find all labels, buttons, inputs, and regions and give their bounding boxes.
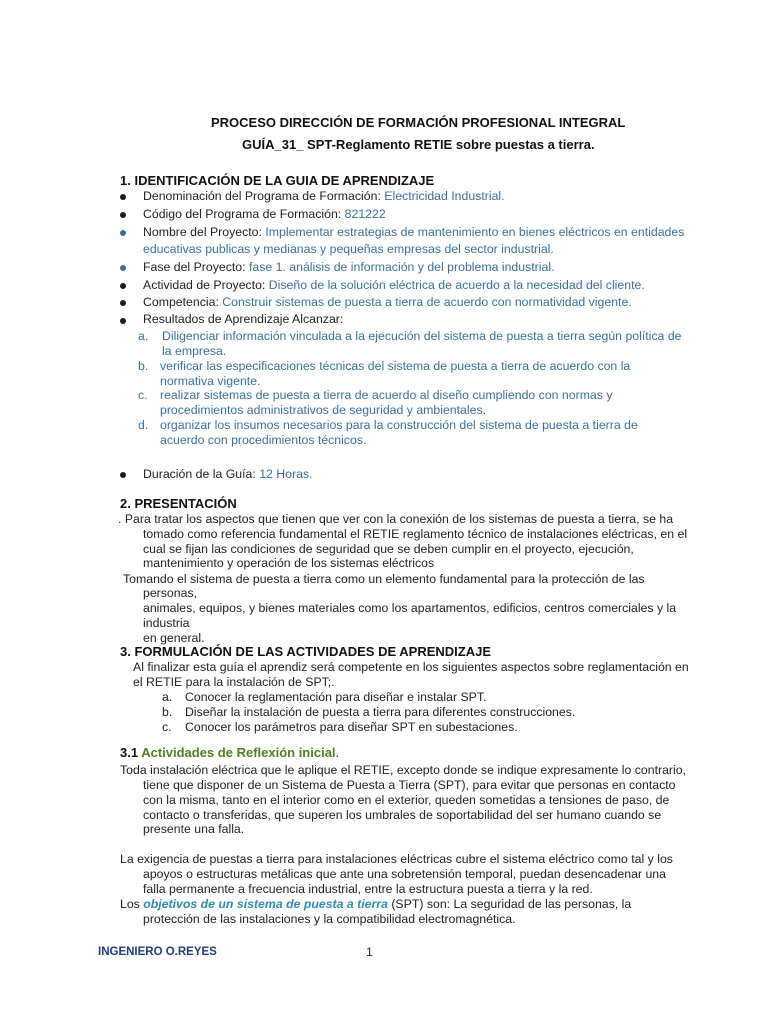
bullet: [120, 283, 126, 289]
item-label: Actividad de Proyecto:: [143, 278, 269, 292]
page-number: 1: [366, 945, 373, 959]
result-text-continued: procedimientos administrativos de seguridad y ambientales.: [160, 403, 487, 417]
subsection-dot: .: [335, 745, 340, 760]
result-text: verificar las especificaciones técnicas del sistema de puesta a tierra de acuerdo con la: [160, 359, 631, 373]
item-value: Electricidad Industrial.: [384, 189, 505, 203]
list-letter: a.: [162, 690, 173, 704]
result-letter: b.: [138, 359, 149, 373]
list-item: [143, 278, 645, 293]
paragraph-line: falla permanente a frecuencia industrial, entre la estructura puesta a tierra y la red.: [143, 882, 593, 896]
paragraph-line: [120, 897, 631, 912]
document-subtitle: GUÍA_31_ SPT-Reglamento RETIE sobre puestas a tierra.: [242, 137, 595, 152]
paragraph-line: Tomando el sistema de puesta a tierra como un elemento fundamental para la protección de las: [123, 572, 645, 586]
list-item: [143, 225, 684, 240]
bullet: [120, 230, 126, 236]
paragraph-line: presente una falla.: [143, 822, 245, 836]
result-letter: c.: [138, 388, 148, 402]
item-value: Diseño de la solución eléctrica de acuerdo a la necesidad del cliente.: [268, 278, 645, 292]
bullet: [120, 194, 126, 200]
list-letter: c.: [162, 720, 172, 734]
result-text: Diligenciar información vinculada a la ejecución del sistema de puesta a tierra según política de: [162, 329, 682, 343]
duration-item: [143, 467, 313, 482]
result-text-continued: la empresa.: [162, 344, 227, 358]
item-label: Resultados de Aprendizaje Alcanzar:: [143, 312, 344, 326]
paragraph-line: personas,: [143, 586, 198, 600]
result-letter: d.: [138, 418, 149, 432]
list-item: Diseñar la instalación de puesta a tierra para diferentes construcciones.: [185, 705, 576, 719]
list-letter: b.: [162, 705, 173, 719]
bullet: [120, 318, 126, 324]
paragraph-line: . Para tratar los aspectos que tienen que ver con la conexión de los sistemas de puesta a tierra, se ha: [118, 512, 674, 526]
paragraph-line: La exigencia de puestas a tierra para instalaciones eléctricas cubre el sistema eléctrico como tal y los: [120, 852, 673, 866]
bullet: [120, 472, 126, 478]
paragraph-line: el RETIE para la instalación de SPT;.: [133, 675, 335, 689]
text-run: Los: [120, 897, 144, 911]
section-1-heading: 1. IDENTIFICACIÓN DE LA GUIA DE APRENDIZAJE: [120, 173, 435, 188]
list-item: Conocer la reglamentación para diseñar e instalar SPT.: [185, 690, 487, 704]
footer-author: INGENIERO O.REYES: [98, 946, 217, 958]
item-value: Construir sistemas de puesta a tierra de acuerdo con normatividad vigente.: [222, 295, 632, 309]
list-item: [143, 312, 343, 327]
list-item: [143, 260, 554, 275]
paragraph-line: mantenimiento y operación de los sistemas eléctricos: [143, 556, 435, 570]
paragraph-line: tiene que disponer de un Sistema de Puesta a Tierra (SPT), para evitar que personas en contacto: [143, 778, 676, 792]
list-item: [143, 207, 386, 222]
item-label: Código del Programa de Formación:: [143, 207, 345, 221]
subsection-3-1-heading: [120, 745, 339, 760]
paragraph-line: protección de las instalaciones y la compatibilidad electromagnética.: [143, 912, 516, 926]
result-letter: a.: [138, 329, 149, 343]
paragraph-line: animales, equipos, y bienes materiales como los apartamentos, edificios, centros comerciales y la: [143, 601, 677, 615]
item-label: Denominación del Programa de Formación:: [143, 189, 385, 203]
paragraph-line: contacto o transferidas, que superen los umbrales de soportabilidad del ser humano cuando se: [143, 808, 662, 822]
result-text: realizar sistemas de puesta a tierra de acuerdo al diseño cumpliendo con normas y: [160, 388, 613, 402]
item-value: Implementar estrategias de mantenimiento en bienes eléctricos en entidades: [265, 225, 685, 239]
item-label: Nombre del Proyecto:: [143, 225, 266, 239]
item-value: fase 1. análisis de información y del problema industrial.: [248, 260, 555, 274]
item-value-continued: educativas publicas y medianas y pequeñas empresas del sector industrial.: [143, 242, 554, 256]
text-run: (SPT) son: La seguridad de las personas, la: [387, 897, 632, 911]
duration-label: Duración de la Guía:: [143, 467, 260, 481]
paragraph-line: tomado como referencia fundamental el RETIE reglamento técnico de instalaciones eléctricas, en el: [143, 527, 688, 541]
paragraph-line: en general.: [143, 631, 205, 645]
bullet: [120, 212, 126, 218]
list-item: Conocer los parámetros para diseñar SPT en subestaciones.: [185, 720, 518, 734]
paragraph-line: apoyos o estructuras metálicas que ante una sobretensión temporal, puedan desencadenar una: [143, 867, 666, 881]
list-item: [143, 189, 505, 204]
item-label: Fase del Proyecto:: [143, 260, 249, 274]
result-text-continued: normativa vigente.: [160, 374, 261, 388]
paragraph-line: Al finalizar esta guía el aprendiz será competente en los siguientes aspectos sobre reglamentación en: [133, 660, 689, 674]
section-3-heading: 3. FORMULACIÓN DE LAS ACTIVIDADES DE APRENDIZAJE: [120, 644, 492, 659]
paragraph-line: Toda instalación eléctrica que le aplique el RETIE, excepto donde se indique expresamente lo contrario,: [120, 763, 686, 777]
subsection-number: 3.1: [120, 745, 142, 760]
bullet: [120, 265, 126, 271]
subsection-title: Actividades de Reflexión inicial: [141, 745, 336, 760]
list-item: [143, 295, 632, 310]
paragraph-line: cual se fijan las condiciones de seguridad que se deben cumplir en el proyecto, ejecución,: [143, 542, 634, 556]
duration-value: 12 Horas.: [259, 467, 313, 481]
section-2-heading: 2. PRESENTACIÓN: [120, 496, 237, 511]
emphasis-text: objetivos de un sistema de puesta a tierra: [143, 897, 388, 911]
result-text-continued: acuerdo con procedimientos técnicos.: [160, 433, 367, 447]
paragraph-line: con la misma, tanto en el interior como en el exterior, queden sometidas a tensiones de paso, de: [143, 793, 670, 807]
item-value: 821222: [344, 207, 386, 221]
result-text: organizar los insumos necesarios para la construcción del sistema de puesta a tierra de: [160, 418, 638, 432]
bullet: [120, 300, 126, 306]
paragraph-line: industria: [143, 616, 190, 630]
document-title: PROCESO DIRECCIÓN DE FORMACIÓN PROFESIONAL INTEGRAL: [211, 115, 626, 130]
item-label: Competencia:: [143, 295, 223, 309]
